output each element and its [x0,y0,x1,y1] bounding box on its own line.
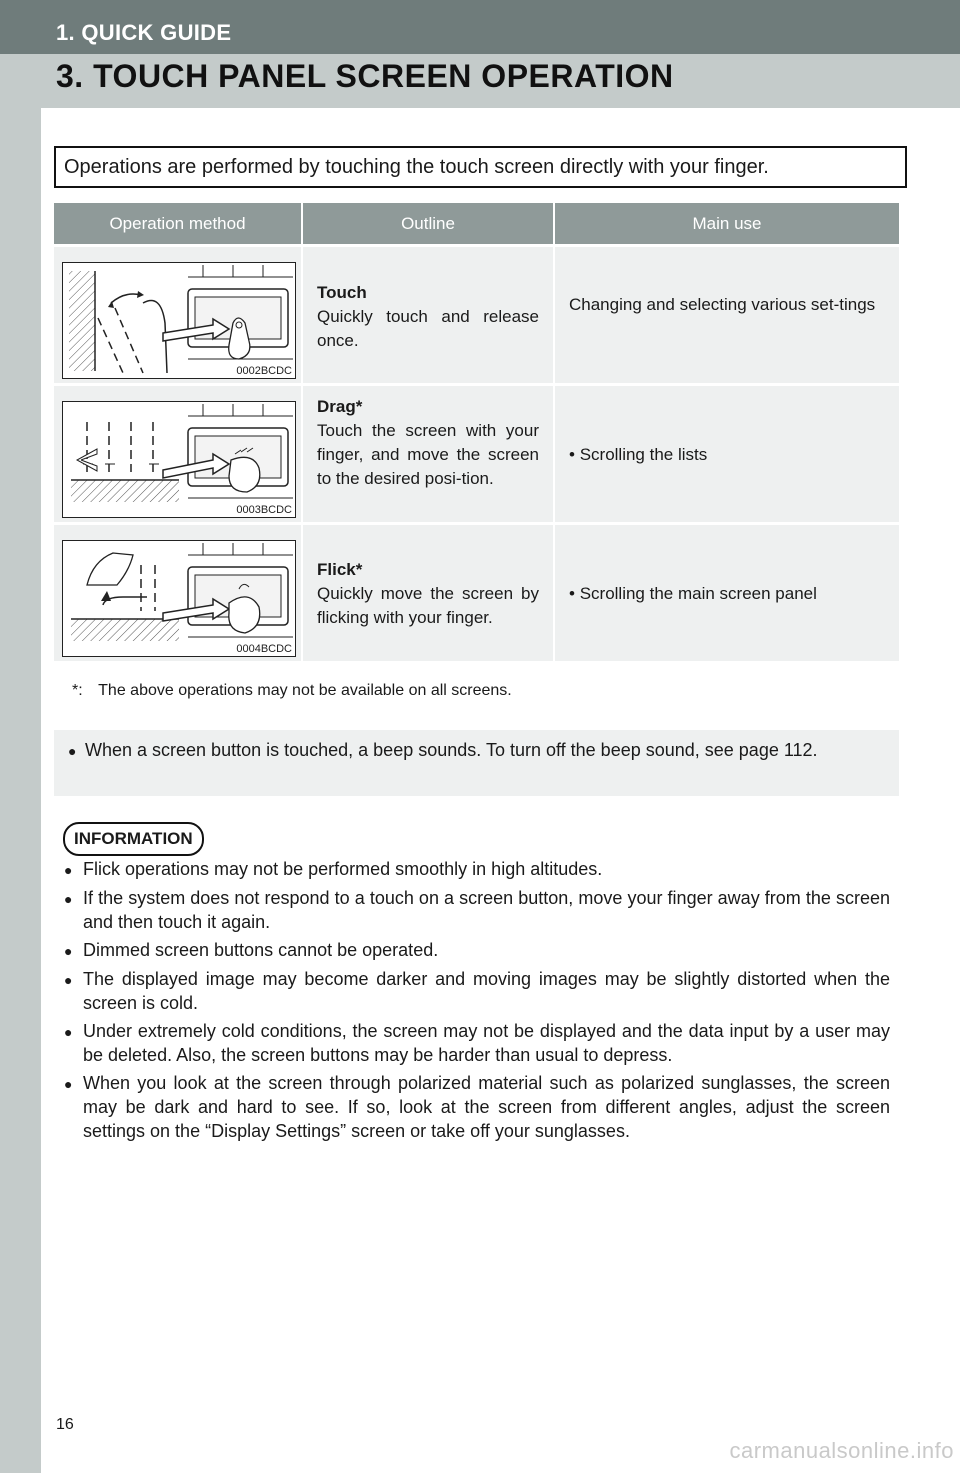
list-item [64,938,890,963]
main-use-text: Changing and selecting various set-tings [569,295,876,314]
bullet-icon: ● [64,1024,73,1040]
flick-illustration [62,540,296,657]
page-title: 3. TOUCH PANEL SCREEN OPERATION [56,58,674,94]
operation-description: Quickly move the screen by flicking with your finger. [317,584,539,627]
list-item [64,1071,890,1143]
note-text: When a screen button is touched, a beep sounds. To turn off the beep sound, see page 112. [85,740,818,760]
information-list [64,857,890,1147]
operation-name: Flick* [317,560,363,579]
list-item [64,886,890,934]
table-row [54,385,899,524]
list-item-text: Under extremely cold conditions, the screen may not be displayed and the data input by a user may be deleted. Also, the screen buttons may be harder than usual to depress. [83,1021,890,1065]
section-label: 1. QUICK GUIDE [56,20,232,45]
bullet-mark: • [569,584,575,603]
column-header: Outline [302,203,554,246]
main-use-cell [554,385,899,524]
operation-name: Touch [317,283,367,302]
side-margin-band [0,0,41,1473]
list-item [64,857,890,882]
operation-name: Drag* [317,397,363,416]
list-item-text: Flick operations may not be performed smoothly in high altitudes. [83,859,603,879]
main-use-cell [554,246,899,385]
outline-cell [302,524,554,662]
main-use-text: Scrolling the main screen panel [579,584,817,603]
note-item [68,738,887,763]
bullet-icon: ● [64,1076,73,1092]
outline-cell [302,246,554,385]
watermark: carmanualsonline.info [729,1438,954,1463]
image-code: 0003BCDC [236,504,292,516]
drag-illustration [62,401,296,518]
bullet-icon: ● [64,943,73,959]
beep-note-box [54,730,899,796]
table-footnote [72,682,512,700]
page-number: 16 [56,1416,74,1433]
main-use-cell [554,524,899,662]
list-item [64,1019,890,1067]
information-badge: INFORMATION [63,822,204,856]
bullet-icon: ● [64,862,73,878]
image-code: 0004BCDC [236,643,292,655]
operation-description: Touch the screen with your finger, and move the screen to the desired posi-tion. [317,421,539,488]
table-row [54,246,899,385]
list-item-text: When you look at the screen through polarized material such as polarized sunglasses, the screen may be dark and hard to see. If so, look at the screen from different angles, adjust the screen settings on the “Display Settings” screen or take off your sunglasses. [83,1073,890,1141]
main-use-text: Scrolling the lists [579,445,708,464]
operations-table [54,203,899,661]
table-row [54,524,899,662]
list-item-text: The displayed image may become darker and moving images may be slightly distorted when the screen is cold. [83,969,890,1013]
outline-cell [302,385,554,524]
column-header: Main use [554,203,899,246]
list-item-text: Dimmed screen buttons cannot be operated. [83,940,439,960]
bullet-icon: ● [64,891,73,907]
list-item-text: If the system does not respond to a touch on a screen button, move your finger away from the screen and then touch it again. [83,888,890,932]
touch-illustration [62,262,296,379]
list-item [64,967,890,1015]
intro-box: Operations are performed by touching the touch screen directly with your finger. [54,146,907,188]
operation-description: Quickly touch and release once. [317,307,539,350]
footnote-marker: *: [72,682,83,699]
bullet-mark: • [569,445,575,464]
bullet-icon: ● [64,972,73,988]
method-cell [54,385,302,524]
table-header-row [54,203,899,246]
column-header: Operation method [54,203,302,246]
method-cell [54,524,302,662]
method-cell [54,246,302,385]
bullet-icon: ● [68,743,77,759]
image-code: 0002BCDC [236,365,292,377]
footnote-text: The above operations may not be available on all screens. [98,682,512,699]
